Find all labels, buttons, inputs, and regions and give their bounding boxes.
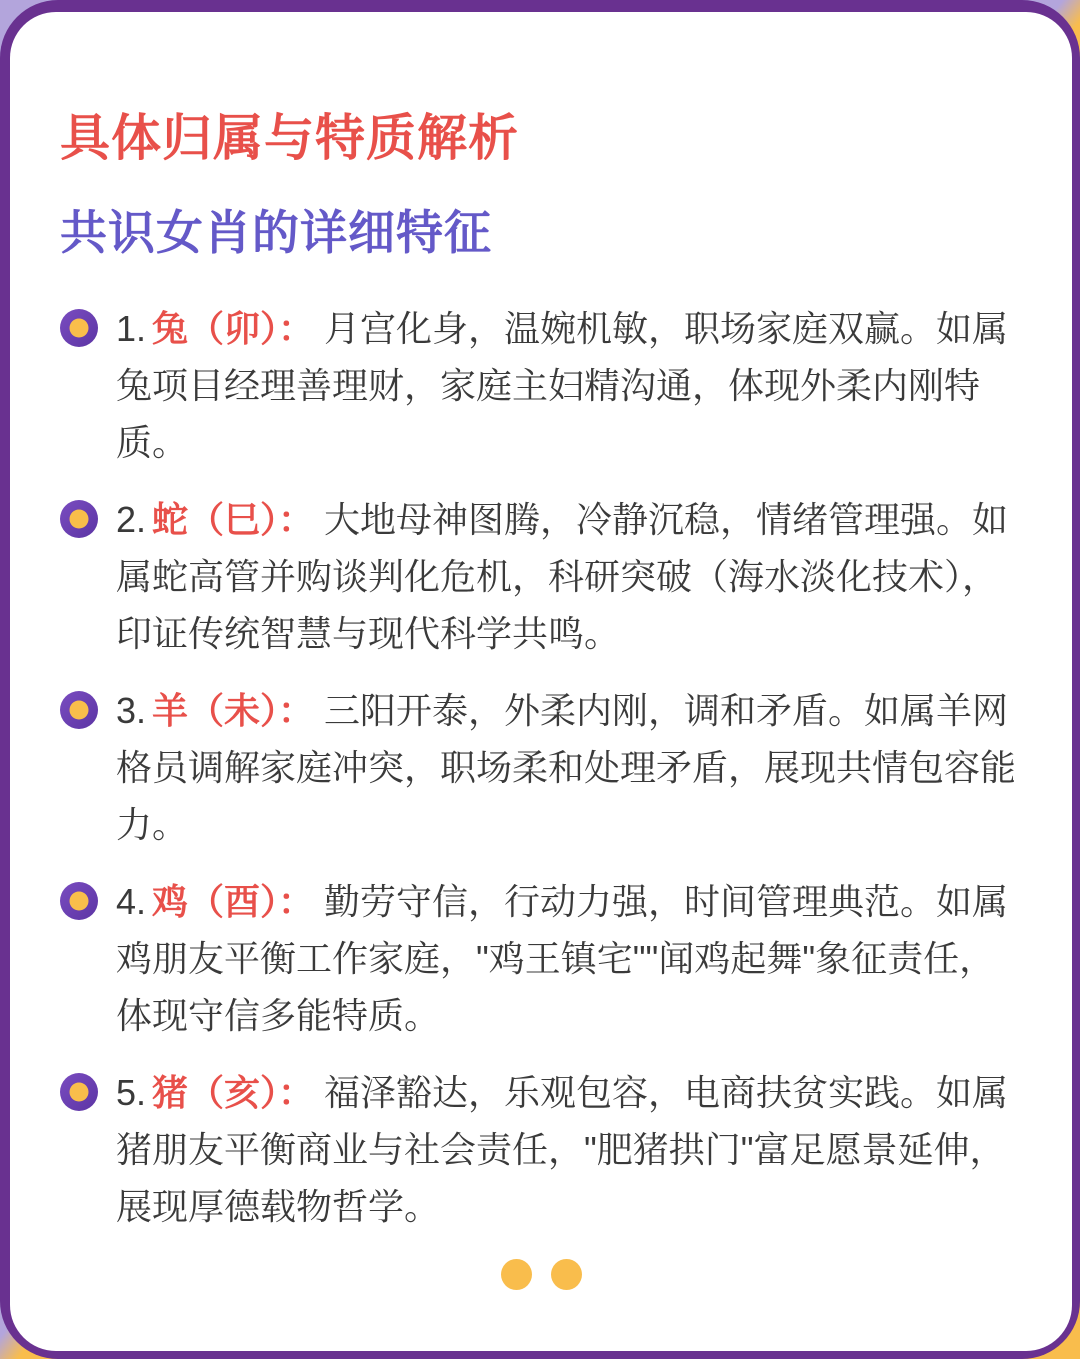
bullet-dot-icon — [70, 319, 89, 338]
item-number: 3. — [116, 690, 147, 731]
item-number: 4. — [116, 881, 147, 922]
item-number: 2. — [116, 499, 147, 540]
list-item — [60, 1064, 1022, 1235]
bullet-dot-icon — [70, 510, 89, 529]
zodiac-list — [60, 300, 1022, 1235]
list-item — [60, 491, 1022, 662]
item-number: 1. — [116, 308, 147, 349]
pagination-dots — [60, 1259, 1022, 1290]
item-number: 5. — [116, 1072, 147, 1113]
item-description: 三阳开泰，外柔内刚，调和矛盾。如属羊网格员调解家庭冲突，职场柔和处理矛盾，展现共情包容能力。 — [116, 690, 1017, 845]
item-description: 大地母神图腾，冷静沉稳，情绪管理强。如属蛇高管并购谈判化危机，科研突破（海水淡化技术），印证传统智慧与现代科学共鸣。 — [116, 499, 1009, 654]
pagination-dot[interactable] — [501, 1259, 532, 1290]
bullet-icon — [60, 309, 98, 347]
pagination-dot[interactable] — [551, 1259, 582, 1290]
item-zodiac-name: 蛇（巳）： — [152, 499, 315, 540]
page-title: 具体归属与特质解析 — [60, 110, 519, 166]
item-zodiac-name: 猪（亥）： — [152, 1072, 315, 1113]
list-item — [60, 873, 1022, 1044]
content-area — [10, 12, 1072, 1290]
item-description: 月宫化身，温婉机敏，职场家庭双赢。如属兔项目经理善理财，家庭主妇精沟通，体现外柔内刚特质。 — [116, 308, 1009, 463]
bullet-icon — [60, 882, 98, 920]
section-subtitle: 共识女肖的详细特征 — [60, 206, 492, 259]
bullet-icon — [60, 691, 98, 729]
item-zodiac-name: 鸡（酉）： — [152, 881, 315, 922]
content-card — [10, 12, 1072, 1351]
bullet-icon — [60, 500, 98, 538]
bullet-dot-icon — [70, 1083, 89, 1102]
list-item — [60, 300, 1022, 471]
bullet-icon — [60, 1073, 98, 1111]
item-description: 福泽豁达，乐观包容，电商扶贫实践。如属猪朋友平衡商业与社会责任，"肥猪拱门"富足愿景延伸，展现厚德载物哲学。 — [116, 1072, 1009, 1227]
item-description: 勤劳守信，行动力强，时间管理典范。如属鸡朋友平衡工作家庭，"鸡王镇宅""闻鸡起舞"象征责任，体现守信多能特质。 — [116, 881, 1009, 1036]
item-zodiac-name: 兔（卯）： — [152, 308, 315, 349]
item-zodiac-name: 羊（未）： — [152, 690, 315, 731]
bullet-dot-icon — [70, 892, 89, 911]
bullet-dot-icon — [70, 701, 89, 720]
list-item — [60, 682, 1022, 853]
